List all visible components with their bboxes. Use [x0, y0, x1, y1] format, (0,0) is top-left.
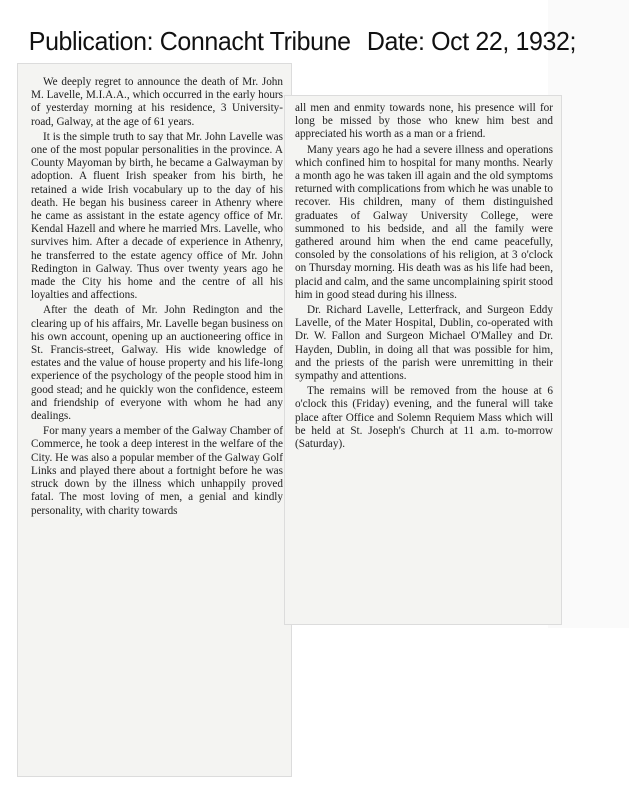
publication-label: Publication: Connacht Tribune: [28, 26, 351, 56]
paragraph: Dr. Richard Lavelle, Letterfrack, and Surgeon Eddy Lavelle, of the Mater Hospital, Dublin, co-operated with Dr. W. Fallon and Surgeon Michael O'Malley and Dr. Hayden, Dublin, in doing all that was possible for him, and the priests of the parish were unremitting in their sympathy and attentions.: [295, 304, 553, 383]
paragraph: Many years ago he had a severe illness and operations which confined him to hospital for many months. Nearly a month ago he was taken ill again and the old symptoms returned with complications from which he was unable to recover. His children, many of them distinguished graduates of Galway University College, were summoned to his bedside, and all the family were gathered around him when the end came peacefully, consoled by the consolations of his religion, at 3 o'clock on Thursday morning. His death was as his life had been, placid and calm, and the same uncomplaining spirit stood him in good stead during his illness.: [295, 143, 553, 301]
date-label: Date: Oct 22, 1932;: [366, 26, 576, 56]
paragraph: After the death of Mr. John Redington and the clearing up of his affairs, Mr. Lavelle began business on his own account, opening up an auctioneering office in St. Francis-street, Galway. His wide knowledge of estates and the value of house property and his life-long experience of the psychology of the people stood him in good stead; and he quickly won the confidence, esteem and friendship of everyone with whom he had any dealings.: [31, 304, 283, 423]
clipping-right-column: [285, 96, 561, 624]
clipping-left-column: [18, 64, 291, 776]
paragraph: It is the simple truth to say that Mr. John Lavelle was one of the most popular personalities in the province. A County Mayoman by birth, he became a Galwayman by adoption. A fluent Irish speaker from his birth, he retained a wide Irish vocabulary up to the day of his death. He began his business career in Athenry where he came as assistant in the estate agency office of Mr. Kendal Hazell and where he married Mrs. Lavelle, who survives him. After a decade of experience in Athenry, he transferred to the estate agency office of Mr. John Redington in Galway. Thus over twenty years ago he made the City his home and the centre of all his loyalties and affections.: [31, 130, 283, 302]
paragraph: The remains will be removed from the house at 6 o'clock this (Friday) evening, and the funeral will take place after Office and Solemn Requiem Mass which will be held at St. Joseph's Church at 11 a.m. to-morrow (Saturday).: [295, 385, 553, 451]
document-header: [0, 26, 604, 57]
paragraph: For many years a member of the Galway Chamber of Commerce, he took a deep interest in the welfare of the City. He was also a popular member of the Galway Golf Links and played there about a fortnight before he was struck down by the illness which unhappily proved fatal. The most loving of men, a genial and kindly personality, with charity towards: [31, 425, 283, 517]
paragraph: We deeply regret to announce the death of Mr. John M. Lavelle, M.I.A.A., which occurred in the early hours of yesterday morning at his residence, 3 University-road, Galway, at the age of 61 years.: [31, 76, 283, 128]
paragraph: all men and enmity towards none, his presence will for long be missed by those who knew him best and appreciated his worth as a man or a friend.: [295, 102, 553, 141]
